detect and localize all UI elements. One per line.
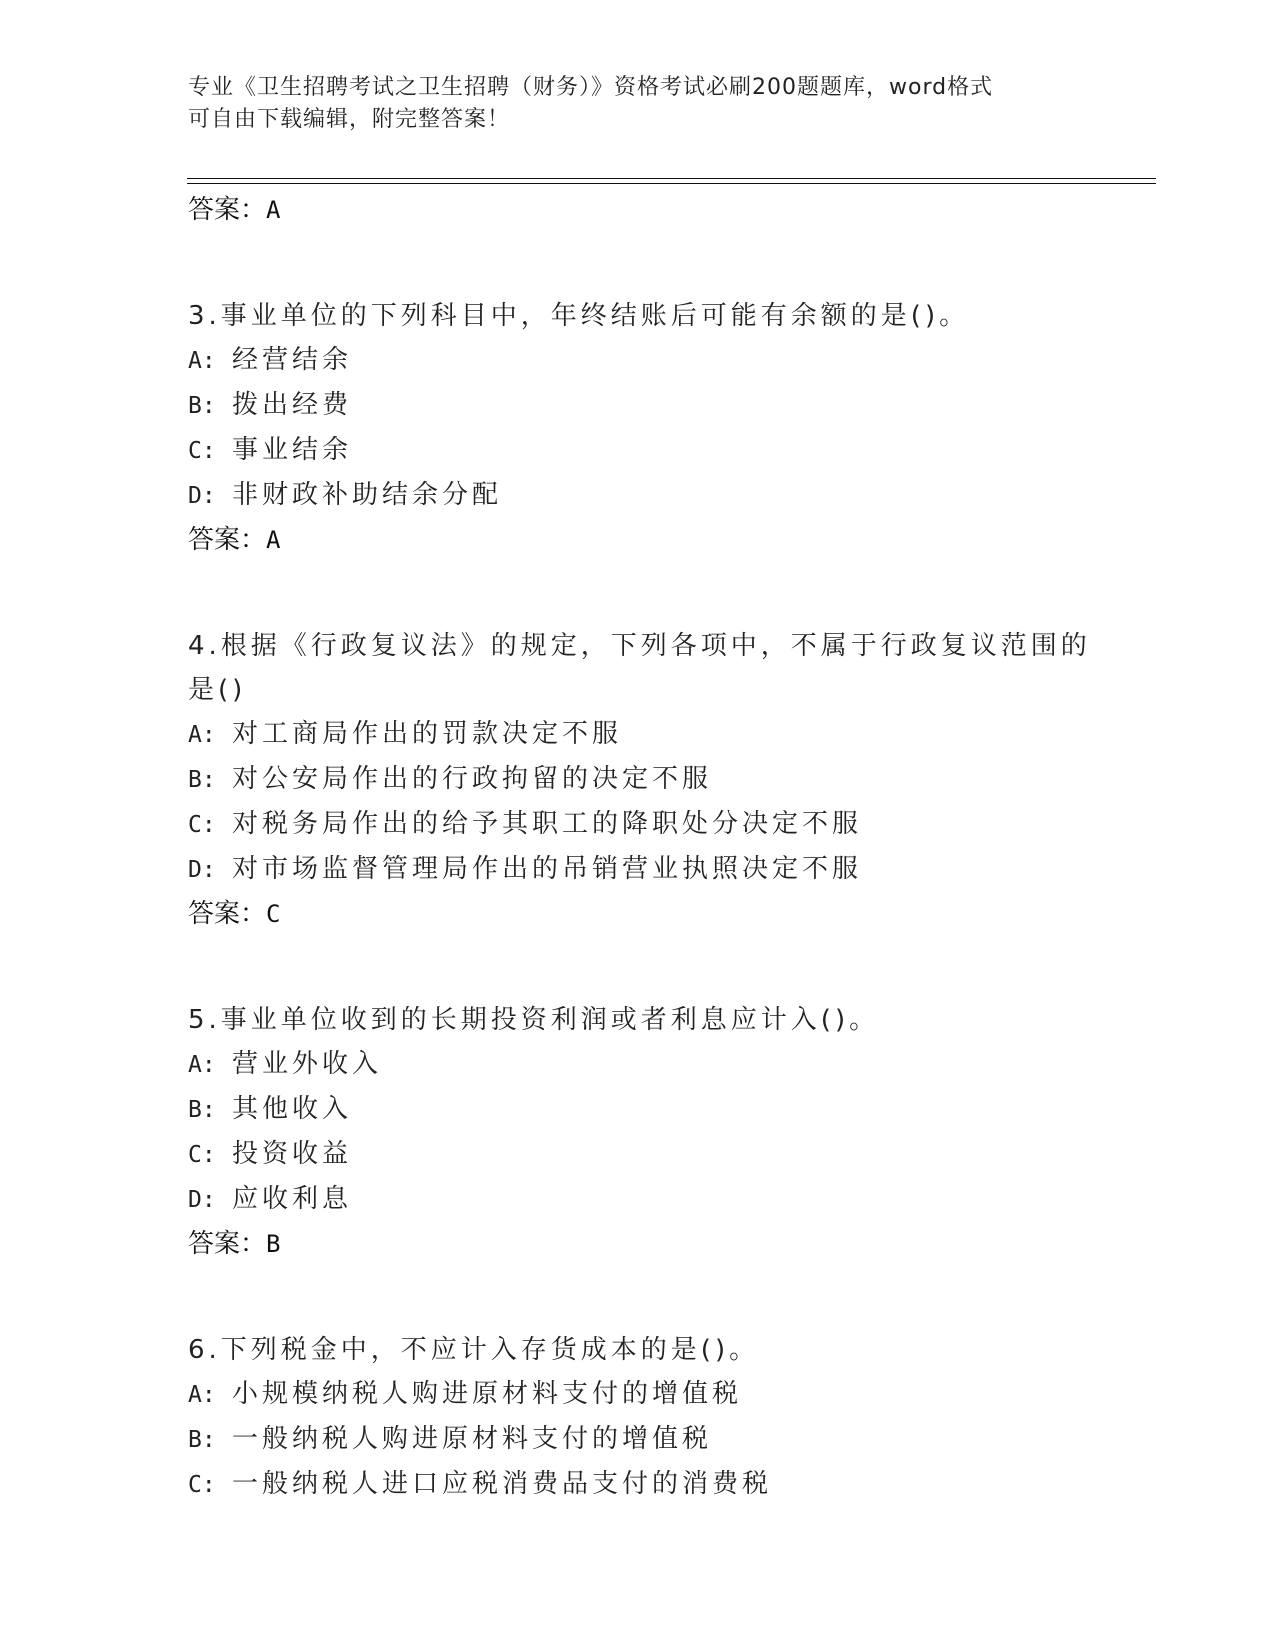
option-text: 其他收入 [232,1094,353,1124]
option-d [188,1177,1148,1222]
option-text: 对市场监督管理局作出的吊销营业执照决定不服 [232,854,863,884]
option-text: 非财政补助结余分配 [232,480,503,510]
answer-line [188,1222,1148,1266]
option-b [188,1417,1148,1462]
option-text: 小规模纳税人购进原材料支付的增值税 [232,1379,743,1409]
option-text: 对税务局作出的给予其职工的降职处分决定不服 [232,809,863,839]
option-letter: C: [188,1472,216,1498]
answer-line [188,892,1148,936]
option-text: 一般纳税人购进原材料支付的增值税 [232,1424,713,1454]
option-letter: A: [188,1382,216,1408]
header-line-1: 专业《卫生招聘考试之卫生招聘（财务）》资格考试必刷200题题库，word格式 [188,75,994,100]
answer-value: A [266,526,281,554]
option-letter: B: [188,767,216,793]
option-c [188,428,1148,473]
option-text: 拨出经费 [232,390,353,420]
answer-value: C [266,900,281,928]
option-letter: B: [188,1427,216,1453]
answer-label: 答案： [188,195,267,225]
option-text: 经营结余 [232,345,353,375]
option-a [188,712,1148,757]
header-line-2: 可自由下载编辑，附完整答案！ [188,107,511,132]
option-a [188,338,1148,383]
option-a [188,1372,1148,1417]
option-text: 一般纳税人进口应税消费品支付的消费税 [232,1469,773,1499]
header-divider-thin [187,183,1156,184]
option-a [188,1042,1148,1087]
option-letter: A: [188,1052,216,1078]
answer-value: B [266,1230,281,1258]
option-text: 投资收益 [232,1139,353,1169]
question-5 [188,998,1148,1266]
question-stem: 3.事业单位的下列科目中，年终结账后可能有余额的是()。 [188,301,970,331]
answer-label: 答案： [188,525,267,555]
question-stem: 6.下列税金中，不应计入存货成本的是()。 [188,1335,760,1365]
answer-line [188,518,1148,562]
option-c [188,1462,1148,1507]
option-letter: B: [188,1097,216,1123]
option-d [188,847,1148,892]
option-d [188,473,1148,518]
answer-value: A [266,196,281,224]
option-text: 对公安局作出的行政拘留的决定不服 [232,764,713,794]
question-stem: 5.事业单位收到的长期投资利润或者利息应计入()。 [188,1005,880,1035]
option-letter: A: [188,722,216,748]
option-text: 应收利息 [232,1184,353,1214]
answer-line [188,188,1148,232]
answer-label: 答案： [188,899,267,929]
option-c [188,1132,1148,1177]
question-3 [188,294,1148,562]
option-letter: C: [188,438,216,464]
option-b [188,1087,1148,1132]
option-letter: D: [188,483,216,509]
question-stem-line-1: 4.根据《行政复议法》的规定，下列各项中，不属于行政复议范围的 [188,631,1091,661]
option-letter: C: [188,1142,216,1168]
option-letter: C: [188,812,216,838]
option-letter: D: [188,857,216,883]
question-4 [188,624,1148,936]
option-text: 营业外收入 [232,1049,383,1079]
question-6 [188,1328,1148,1507]
option-text: 对工商局作出的罚款决定不服 [232,719,623,749]
question-list [188,188,1148,1507]
option-letter: A: [188,348,216,374]
option-b [188,757,1148,802]
answer-label: 答案： [188,1229,267,1259]
option-b [188,383,1148,428]
header-divider-thick [187,178,1156,179]
option-letter: B: [188,393,216,419]
option-text: 事业结余 [232,435,353,465]
option-letter: D: [188,1187,216,1213]
option-c [188,802,1148,847]
question-stem-line-2: 是() [188,675,247,705]
document-header [188,72,1088,136]
